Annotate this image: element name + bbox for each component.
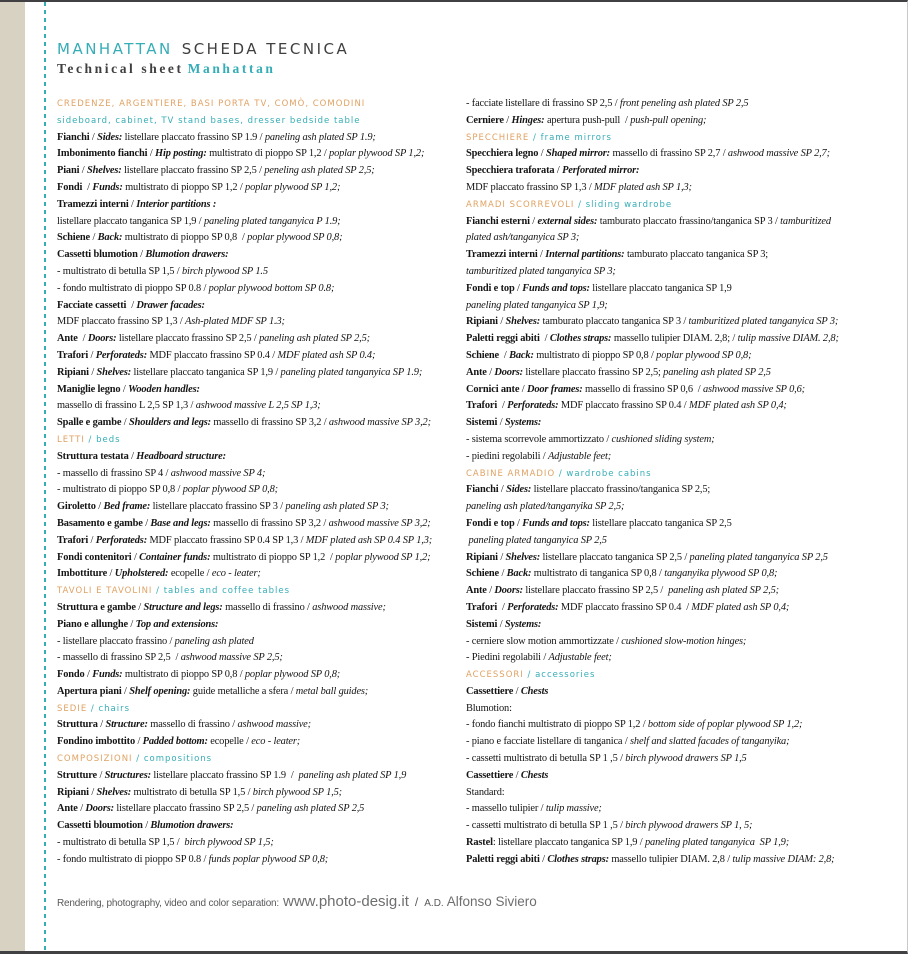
spec-line: Cassetti blumotion / Blumotion drawers: xyxy=(57,249,229,261)
spec-line: Cassettiere / Chests xyxy=(466,685,549,697)
spec-line: plated ash/tanganyica SP 3; xyxy=(466,232,580,244)
spec-line: - cassetti multistrato di betulla SP 1 ,5 / birch plywood drawers SP 1, 5; xyxy=(466,820,753,832)
spec-line: Ripiani / Shelves: listellare placcato tanganica SP 2,5 / paneling plated tanganyica SP 2,5 xyxy=(466,551,828,563)
spec-line: Ante / Doors: listellare placcato frassino SP 2,5 / paneling ash plated SP 2,5 xyxy=(57,803,365,815)
section-header: ARMADI SCORREVOLI / sliding wardrobe xyxy=(466,199,673,210)
spec-line: tamburitized plated tanganyica SP 3; xyxy=(466,265,616,277)
spec-line: Paletti reggi abiti / Clothes straps: massello tulipier DIAM. 2,8; / tulip massive DIAM. 2,8; xyxy=(466,333,839,345)
spec-line: Fianchi / Sides: listellare placcato frassino SP 1.9 / paneling ash plated SP 1.9; xyxy=(57,131,376,143)
spec-line: - listellare placcato frassino / paneling ash plated xyxy=(57,635,254,647)
spec-line: Basamento e gambe / Base and legs: massello di frassino SP 3,2 / ashwood massive SP 3,2; xyxy=(57,517,431,529)
art-director-name: Alfonso Siviero xyxy=(446,894,537,909)
spec-line: Ante / Doors: listellare placcato frassino SP 2,5 / paneling ash plated SP 2,5; xyxy=(57,333,370,345)
spec-line: Fondino imbottito / Padded bottom: ecopelle / eco - leater; xyxy=(57,736,301,748)
spec-line: - piano e facciate listellare di tanganica / shelf and slatted facades of tanganyika; xyxy=(466,736,790,748)
spec-line: Fondi contenitori / Container funds: multistrato di pioppo SP 1,2 / poplar plywood SP 1,2; xyxy=(57,551,431,563)
spec-line: paneling ash plated/tanganyika SP 2,5; xyxy=(466,501,625,513)
footer-credits xyxy=(57,893,537,911)
spec-line: Imbonimento fianchi / Hip posting: multistrato di pioppo SP 1,2 / poplar plywood SP 1,2; xyxy=(57,148,425,160)
spec-line: Ante / Doors: listellare placcato frassino SP 2,5; paneling ash plated SP 2,5 xyxy=(466,366,771,378)
spec-line: Giroletto / Bed frame: listellare placcato frassino SP 3 / paneling ash plated SP 3; xyxy=(57,501,389,513)
spec-line: Struttura / Structure: massello di frassino / ashwood massive; xyxy=(57,719,311,731)
spec-line: - sistema scorrevole ammortizzato / cushioned sliding system; xyxy=(466,433,715,445)
section-header: sideboard, cabinet, TV stand bases, dresser bedside table xyxy=(57,115,361,126)
footer-slash: / xyxy=(414,895,419,909)
spec-line: - cassetti multistrato di betulla SP 1 ,5 / birch plywood drawers SP 1,5 xyxy=(466,753,747,765)
section-header: LETTI / beds xyxy=(57,434,121,445)
spec-line: Fianchi / Sides: listellare placcato frassino/tanganica SP 2,5; xyxy=(466,484,711,496)
section-header: COMPOSIZIONI / compositions xyxy=(57,754,213,765)
spec-line: Specchiera legno / Shaped mirror: massello di frassino SP 2,7 / ashwood massive SP 2,7; xyxy=(466,148,830,160)
spec-line: - piedini regolabili / Adjustable feet; xyxy=(466,450,612,462)
section-header: CABINE ARMADIO / wardrobe cabins xyxy=(466,468,652,479)
spec-line: Fianchi esterni / external sides: tamburato placcato frassino/tanganica SP 3 / tamburitized xyxy=(466,215,831,227)
spec-line: - fondo multistrato di pioppo SP 0.8 / poplar plywood bottom SP 0.8; xyxy=(57,282,335,294)
spec-line: Struttura e gambe / Structure and legs: massello di frassino / ashwood massive; xyxy=(57,601,386,613)
spec-line: Standard: xyxy=(466,786,505,798)
spec-line: Piani / Shelves: listellare placcato frassino SP 2,5 / peneling ash plated SP 2,5; xyxy=(57,165,375,177)
spec-line: - massello di frassino SP 4 / ashwood massive SP 4; xyxy=(57,467,266,479)
spec-line: Trafori / Perforateds: MDF placcato frassino SP 0.4 SP 1,3 / MDF plated ash SP 0.4 SP 1,3; xyxy=(57,534,433,546)
spec-line: Tramezzi interni / Internal partitions: tamburato placcato tanganica SP 3; xyxy=(466,249,769,261)
spec-line: - multistrato di betulla SP 1,5 / birch plywood SP 1.5 xyxy=(57,265,268,277)
spec-line: Strutture / Structures: listellare placcato frassino SP 1.9 / paneling ash plated SP 1,9 xyxy=(57,769,407,781)
spec-line: Facciate cassetti / Drawer facades: xyxy=(57,299,205,311)
spec-line: Trafori / Perforateds: MDF placcato frassino SP 0.4 / MDF plated ash SP 0,4; xyxy=(466,400,787,412)
website-url: www.photo-desig.it xyxy=(283,893,409,910)
spec-line: MDF placcato frassino SP 1,3 / Ash-plated MDF SP 1.3; xyxy=(57,316,285,328)
spec-line: - facciate listellare di frassino SP 2,5 / front peneling ash plated SP 2,5 xyxy=(466,98,749,109)
spec-line: Tramezzi interni / Interior partitions : xyxy=(57,198,217,210)
spec-line: listellare placcato tanganica SP 1,9 / paneling plated tanganyica P 1.9; xyxy=(57,215,341,227)
spec-line: Cassettiere / Chests xyxy=(466,769,549,781)
section-header: ACCESSORI / accessories xyxy=(466,670,596,681)
spec-line: Rastel: listellare placcato tanganica SP 1,9 / paneling plated tanganyica SP 1,9; xyxy=(466,837,790,849)
page-subtitle xyxy=(57,61,349,77)
left-edge-strip xyxy=(0,2,25,951)
spec-line: - multistrato di betulla SP 1,5 / birch plywood SP 1,5; xyxy=(57,837,274,849)
spec-line: Fondi / Funds: multistrato di pioppo SP 1,2 / poplar plywood SP 1,2; xyxy=(57,181,341,193)
spec-line: Maniglie legno / Wooden handles: xyxy=(57,383,200,395)
spec-line: massello di frassino L 2,5 SP 1,3 / ashwood massive L 2,5 SP 1,3; xyxy=(57,400,321,412)
spec-line: Spalle e gambe / Shoulders and legs: massello di frassino SP 3,2 / ashwood massive SP 3,2; xyxy=(57,417,431,429)
section-header: SPECCHIERE / frame mirrors xyxy=(466,132,612,143)
spec-line: - multistrato di pioppo SP 0,8 / poplar plywood SP 0,8; xyxy=(57,484,278,496)
spec-line: - fondo fianchi multistrato di pioppo SP 1,2 / bottom side of poplar plywood SP 1,2; xyxy=(466,719,803,731)
spec-line: - fondo multistrato di pioppo SP 0.8 / funds poplar plywood SP 0,8; xyxy=(57,853,329,865)
spec-line: Imbottiture / Upholstered: ecopelle / eco - leater; xyxy=(57,568,261,580)
title-block xyxy=(57,40,349,77)
spec-line: Cornici ante / Door frames: massello di frassino SP 0,6 / ashwood massive SP 0,6; xyxy=(466,383,805,395)
spec-line: Struttura testata / Headboard structure: xyxy=(57,450,226,462)
spec-line: - Piedini regolabili / Adjustable feet; xyxy=(466,652,612,664)
spec-line: Ripiani / Shelves: tamburato placcato tanganica SP 3 / tamburitized plated tanganyica SP 3; xyxy=(466,316,839,328)
subtitle-brand: Manhattan xyxy=(187,61,276,76)
spec-line: Trafori / Perforateds: MDF placcato frassino SP 0.4 / MDF plated ash SP 0,4; xyxy=(466,601,790,613)
page-title xyxy=(57,40,349,58)
spec-line: Blumotion: xyxy=(466,702,512,714)
spec-line: Fondi e top / Funds and tops: listellare placcato tanganica SP 2,5 xyxy=(466,517,732,529)
spec-line: Ripiani / Shelves: listellare placcato tanganica SP 1,9 / paneling plated tanganyica SP 1.9; xyxy=(57,366,423,378)
art-director-label: A.D. xyxy=(424,898,444,909)
spec-line: Specchiera traforata / Perforated mirror: xyxy=(466,165,640,177)
left-dashed-divider xyxy=(44,2,46,951)
spec-line: Sistemi / Systems: xyxy=(466,618,542,630)
subtitle-prefix: Technical sheet xyxy=(57,61,184,76)
spec-line: Ante / Doors: listellare placcato frassino SP 2,5 / paneling ash plated SP 2,5; xyxy=(466,585,779,597)
brand-name: MANHATTAN xyxy=(57,40,173,58)
credits-label: Rendering, photography, video and color separation: xyxy=(57,898,279,909)
spec-line: Schiene / Back: multistrato di pioppo SP 0,8 / poplar plywood SP 0,8; xyxy=(57,232,343,244)
spec-line: Schiene / Back: multistrato di tanganica SP 0,8 / tanganyika plywood SP 0,8; xyxy=(466,568,778,580)
spec-line: Apertura piani / Shelf opening: guide metalliche a sfera / metal ball guides; xyxy=(57,685,369,697)
spec-line: Piano e allunghe / Top and extensions: xyxy=(57,618,219,630)
spec-line: Cassetti bloumotion / Blumotion drawers: xyxy=(57,820,234,832)
spec-line: - massello di frassino SP 2,5 / ashwood massive SP 2,5; xyxy=(57,652,283,664)
spec-line: Cerniere / Hinges: apertura push-pull / push-pull opening; xyxy=(466,114,707,126)
section-header: TAVOLI E TAVOLINI / tables and coffee tables xyxy=(57,586,291,597)
right-column xyxy=(466,96,887,869)
spec-line: Fondi e top / Funds and tops: listellare placcato tanganica SP 1,9 xyxy=(466,282,732,294)
spec-line: paneling plated tanganyica SP 2,5 xyxy=(466,534,607,546)
spec-line: MDF placcato frassino SP 1,3 / MDF plated ash SP 1,3; xyxy=(466,181,692,193)
spec-line: Schiene / Back: multistrato di pioppo SP 0,8 / poplar plywood SP 0,8; xyxy=(466,349,752,361)
spec-line: paneling plated tanganyica SP 1,9; xyxy=(466,299,608,311)
section-header: SEDIE / chairs xyxy=(57,703,131,714)
spec-line: Ripiani / Shelves: multistrato di betulla SP 1,5 / birch plywood SP 1,5; xyxy=(57,786,342,798)
section-header: CREDENZE, ARGENTIERE, BASI PORTA TV, COMÒ, COMODINI xyxy=(57,99,366,109)
spec-line: Sistemi / Systems: xyxy=(466,417,542,429)
title-rest: SCHEDA TECNICA xyxy=(181,40,350,58)
spec-line: Trafori / Perforateds: MDF placcato frassino SP 0.4 / MDF plated ash SP 0.4; xyxy=(57,349,376,361)
left-column xyxy=(57,96,463,869)
spec-line: Paletti reggi abiti / Clothes straps: massello tulipier DIAM. 2,8 / tulip massive DIAM: 2,8; xyxy=(466,853,835,865)
spec-line: - massello tulipier / tulip massive; xyxy=(466,803,602,815)
spec-line: - cerniere slow motion ammortizzate / cushioned slow-motion hinges; xyxy=(466,635,747,647)
spec-line: Fondo / Funds: multistrato di pioppo SP 0,8 / poplar plywood SP 0,8; xyxy=(57,669,341,681)
